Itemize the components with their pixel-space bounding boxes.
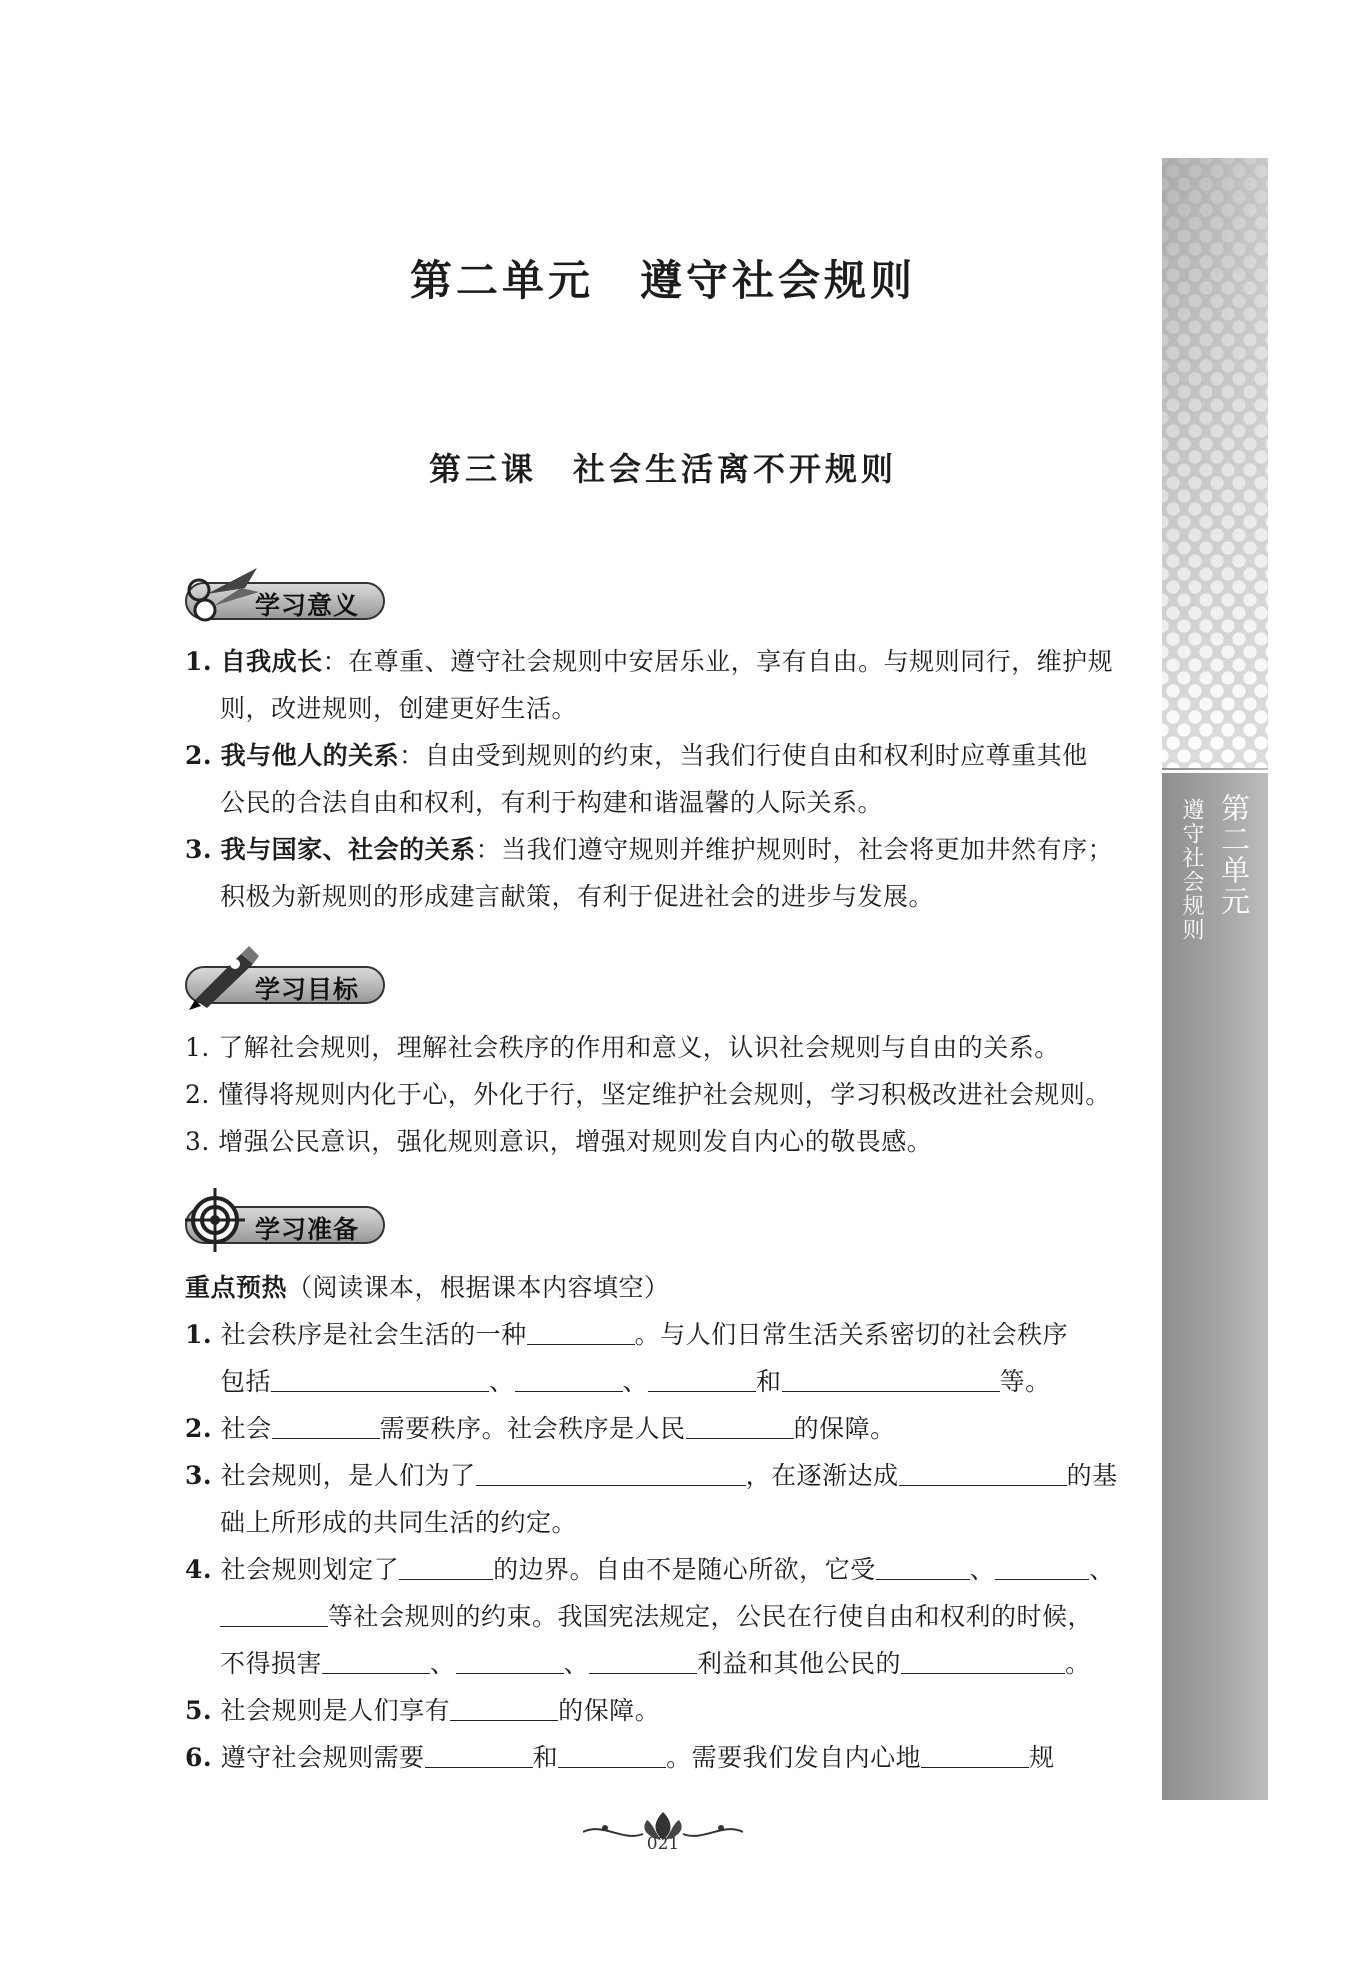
question-1: [185, 1311, 1145, 1405]
question-text: 和: [532, 1743, 559, 1772]
prep-heading-note: （阅读课本，根据课本内容填空）: [287, 1273, 670, 1302]
goals-list: [185, 1024, 1145, 1165]
lesson-title: 第三课 社会生活离不开规则: [428, 450, 897, 488]
answer-blank[interactable]: [456, 1647, 564, 1674]
question-2: [185, 1405, 1145, 1452]
answer-blank[interactable]: [399, 1553, 493, 1580]
answer-blank[interactable]: [450, 1694, 558, 1721]
item-term: 我与国家、社会的关系: [220, 835, 476, 864]
question-text: 、: [430, 1649, 456, 1678]
question-text: 的保障。: [558, 1696, 661, 1725]
question-text: 和: [756, 1367, 782, 1396]
question-text: 。: [1065, 1649, 1091, 1678]
item-number: 3.: [185, 835, 213, 864]
item-number: 1.: [185, 647, 213, 676]
question-number: 3.: [185, 1461, 213, 1490]
question-number: 4.: [185, 1555, 213, 1584]
question-text: 利益和其他公民的: [697, 1649, 902, 1678]
item-text: 则，改进规则，创建更好生活。: [220, 694, 578, 723]
goal-item: 3. 增强公民意识，强化规则意识，增强对规则发自内心的敬畏感。: [185, 1127, 933, 1156]
question-text: 。与人们日常生活关系密切的社会秩序: [634, 1320, 1069, 1349]
answer-blank[interactable]: [899, 1459, 1067, 1486]
item-text: 积极为新规则的形成建言献策，有利于促进社会的进步与发展。: [220, 882, 935, 911]
answer-blank[interactable]: [782, 1365, 1000, 1392]
question-text: 的边界。自由不是随心所欲，它受: [493, 1555, 876, 1584]
side-chapter-tab: [1162, 158, 1268, 1800]
question-text: 、: [1089, 1555, 1115, 1584]
question-number: 1.: [185, 1320, 213, 1349]
significance-item: [185, 638, 1145, 732]
section-badge-significance: [185, 578, 387, 622]
section-badge-prep: [185, 1202, 387, 1246]
badge-label: 学习目标: [255, 975, 360, 1004]
target-icon: [185, 1182, 265, 1252]
badge-label: 学习意义: [255, 591, 360, 620]
prep-heading-title: 重点预热: [185, 1273, 288, 1302]
question-text: 、: [563, 1649, 590, 1678]
section-badge-goals: [185, 962, 387, 1006]
answer-blank[interactable]: [476, 1459, 746, 1486]
item-number: 2.: [185, 741, 213, 770]
item-text: 公民的合法自由和权利，有利于构建和谐温馨的人际关系。: [220, 788, 884, 817]
question-5: [185, 1687, 1145, 1734]
question-6: [185, 1734, 1145, 1781]
page-number: 021: [646, 1834, 680, 1854]
significance-list: [185, 638, 1145, 920]
answer-blank[interactable]: [272, 1412, 380, 1439]
tab-divider: [1162, 770, 1268, 773]
question-text: 社会秩序是社会生活的一种: [220, 1320, 527, 1349]
prep-heading: [185, 1264, 1145, 1311]
question-3: [185, 1452, 1145, 1546]
question-text: 社会规则是人们享有: [220, 1696, 451, 1725]
question-text: 等社会规则的约束。我国宪法规定，公民在行使自由和权利的时候，: [328, 1602, 1094, 1631]
question-text: 社会规则，是人们为了: [220, 1461, 476, 1490]
question-text: 。需要我们发自内心地: [666, 1743, 922, 1772]
question-text: 不得损害: [220, 1649, 323, 1678]
question-number: 5.: [185, 1696, 213, 1725]
significance-item: [185, 826, 1145, 920]
goal-item: 1. 了解社会规则，理解社会秩序的作用和意义，认识社会规则与自由的关系。: [185, 1033, 1060, 1062]
goal-item: 2. 懂得将规则内化于心，外化于行，坚定维护社会规则，学习积极改进社会规则。: [185, 1080, 1111, 1109]
answer-blank[interactable]: [901, 1647, 1065, 1674]
question-text: ，在逐渐达成: [745, 1461, 899, 1490]
item-text: ：自由受到规则的约束，当我们行使自由和权利时应尊重其他: [399, 741, 1088, 770]
unit-title: 第二单元 遵守社会规则: [409, 256, 916, 305]
answer-blank[interactable]: [921, 1741, 1029, 1768]
side-tab-unit: 第二单元: [1217, 793, 1251, 917]
answer-blank[interactable]: [425, 1741, 533, 1768]
question-number: 6.: [185, 1743, 213, 1772]
answer-blank[interactable]: [527, 1318, 635, 1345]
item-term: 自我成长: [220, 647, 323, 676]
answer-blank[interactable]: [271, 1365, 489, 1392]
question-text: 遵守社会规则需要: [220, 1743, 425, 1772]
question-text: 础上所形成的共同生活的约定。: [220, 1508, 578, 1537]
answer-blank[interactable]: [686, 1412, 794, 1439]
question-text: 需要秩序。社会秩序是人民: [379, 1414, 686, 1443]
answer-blank[interactable]: [322, 1647, 430, 1674]
question-text: 社会: [220, 1414, 272, 1443]
question-text: 社会规则划定了: [220, 1555, 400, 1584]
significance-item: [185, 732, 1145, 826]
scissors-icon: [185, 558, 265, 628]
question-text: 、: [489, 1367, 515, 1396]
item-text: ：当我们遵守规则并维护规则时，社会将更加井然有序；: [475, 835, 1114, 864]
side-tab-unit-title: 遵守社会规则: [1179, 798, 1204, 942]
question-text: 规: [1029, 1743, 1055, 1772]
answer-blank[interactable]: [648, 1365, 756, 1392]
item-term: 我与他人的关系: [220, 741, 400, 770]
badge-label: 学习准备: [255, 1215, 360, 1244]
answer-blank[interactable]: [220, 1600, 328, 1627]
question-text: 的基: [1066, 1461, 1118, 1490]
question-text: 包括: [220, 1367, 272, 1396]
question-text: 、: [969, 1555, 996, 1584]
question-text: 、: [622, 1367, 649, 1396]
answer-blank[interactable]: [589, 1647, 697, 1674]
prep-section: [185, 1264, 1145, 1781]
answer-blank[interactable]: [995, 1553, 1089, 1580]
question-number: 2.: [185, 1414, 213, 1443]
answer-blank[interactable]: [876, 1553, 970, 1580]
answer-blank[interactable]: [515, 1365, 623, 1392]
question-text: 的保障。: [793, 1414, 896, 1443]
answer-blank[interactable]: [558, 1741, 666, 1768]
pen-icon: [185, 942, 265, 1012]
question-4: [185, 1546, 1145, 1687]
item-text: ：在尊重、遵守社会规则中安居乐业，享有自由。与规则同行，维护规: [322, 647, 1114, 676]
question-text: 等。: [999, 1367, 1051, 1396]
